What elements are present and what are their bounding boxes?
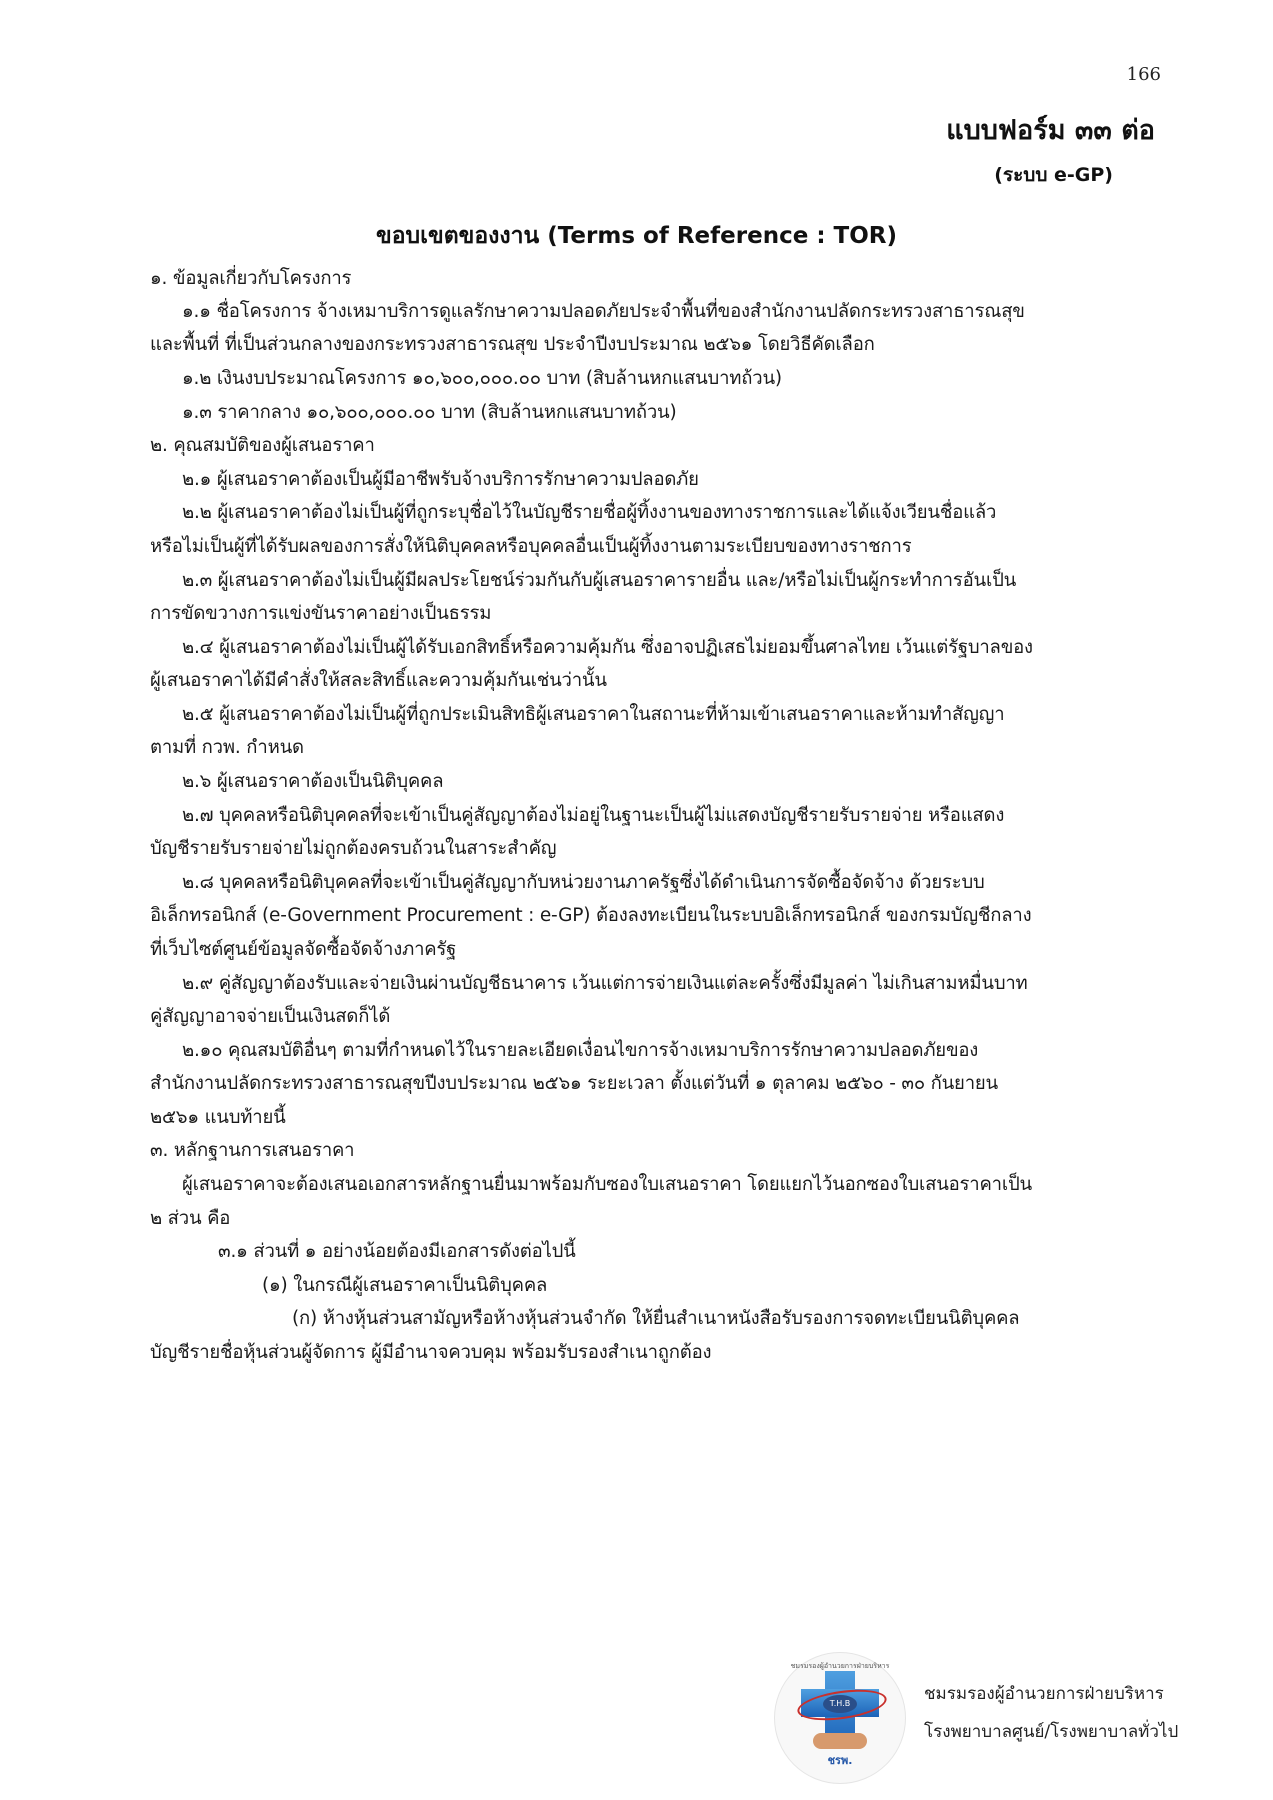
logo-abbreviation: ชรพ.	[827, 1754, 853, 1767]
text-line: ๒๕๖๑ แนบท้ายนี้	[150, 1107, 286, 1128]
text-line: (ก) ห้างหุ้นส่วนสามัญหรือห้างหุ้นส่วนจำกัด ให้ยื่นสำเนาหนังสือรับรองการจดทะเบียนนิติบุคคล	[292, 1308, 1020, 1329]
page-number: 166	[1126, 64, 1161, 85]
organization-name-line-1: ชมรมรองผู้อำนวยการฝ่ายบริหาร	[924, 1684, 1164, 1704]
text-line: ๒.๗ บุคคลหรือนิติบุคคลที่จะเข้าเป็นคู่สัญญาต้องไม่อยู่ในฐานะเป็นผู้ไม่แสดงบัญชีรายรับรายจ่าย หรือแสดง	[182, 805, 1005, 826]
handshake-icon	[813, 1733, 867, 1749]
text-line: ๓. หลักฐานการเสนอราคา	[150, 1140, 355, 1161]
text-line: ๑.๒ เงินงบประมาณโครงการ ๑๐,๖๐๐,๐๐๐.๐๐ บาท (สิบล้านหกแสนบาทถ้วน)	[182, 368, 782, 389]
text-line: ๑.๑ ชื่อโครงการ จ้างเหมาบริการดูแลรักษาความปลอดภัยประจำพื้นที่ของสำนักงานปลัดกระทรวงสาธารณสุข	[182, 301, 1025, 322]
text-line: ๒.๕ ผู้เสนอราคาต้องไม่เป็นผู้ที่ถูกประเมินสิทธิผู้เสนอราคาในสถานะที่ห้ามเข้าเสนอราคาและห้ามทำสัญญา	[182, 704, 1005, 725]
text-line: ๑.๓ ราคากลาง ๑๐,๖๐๐,๐๐๐.๐๐ บาท (สิบล้านหกแสนบาทถ้วน)	[182, 402, 677, 423]
text-line: สำนักงานปลัดกระทรวงสาธารณสุขปีงบประมาณ ๒๕๖๑ ระยะเวลา ตั้งแต่วันที่ ๑ ตุลาคม ๒๕๖๐ - ๓๐ กันยายน	[150, 1073, 998, 1094]
text-line: ๒.๑๐ คุณสมบัติอื่นๆ ตามที่กำหนดไว้ในรายละเอียดเงื่อนไขการจ้างเหมาบริการรักษาความปลอดภัยของ	[182, 1040, 979, 1061]
text-line: อิเล็กทรอนิกส์ (e-Government Procurement : e-GP) ต้องลงทะเบียนในระบบอิเล็กทรอนิกส์ ของกรมบัญชีกลาง	[150, 905, 1032, 926]
text-line: ๒ ส่วน คือ	[150, 1208, 231, 1229]
text-line: บัญชีรายรับรายจ่ายไม่ถูกต้องครบถ้วนในสาระสำคัญ	[150, 838, 557, 859]
logo-ring-text: ชมรมรองผู้อำนวยการฝ่ายบริหาร	[790, 1662, 890, 1670]
text-line: ๒.๙ คู่สัญญาต้องรับและจ่ายเงินผ่านบัญชีธนาคาร เว้นแต่การจ่ายเงินแต่ละครั้งซึ่งมีมูลค่า ไม่เกินสามหมื่นบาท	[182, 973, 1028, 994]
text-line: ๒.๒ ผู้เสนอราคาต้องไม่เป็นผู้ที่ถูกระบุชื่อไว้ในบัญชีรายชื่อผู้ทิ้งงานของทางราชการและได้แจ้งเวียนชื่อแล้ว	[182, 502, 997, 523]
organization-logo-icon	[774, 1652, 906, 1784]
text-line: ๒.๖ ผู้เสนอราคาต้องเป็นนิติบุคคล	[182, 771, 444, 792]
text-line: คู่สัญญาอาจจ่ายเป็นเงินสดก็ได้	[150, 1006, 391, 1027]
text-line: (๑) ในกรณีผู้เสนอราคาเป็นนิติบุคคล	[262, 1275, 548, 1296]
text-line: ๒. คุณสมบัติของผู้เสนอราคา	[150, 435, 375, 456]
text-line: ที่เว็บไซต์ศูนย์ข้อมูลจัดซื้อจัดจ้างภาครัฐ	[150, 939, 457, 960]
text-line: ผู้เสนอราคาจะต้องเสนอเอกสารหลักฐานยื่นมาพร้อมกับซองใบเสนอราคา โดยแยกไว้นอกซองใบเสนอราคาเป็น	[182, 1174, 1032, 1195]
text-line: ผู้เสนอราคาได้มีคำสั่งให้สละสิทธิ์และความคุ้มกันเช่นว่านั้น	[150, 670, 607, 691]
text-line: การขัดขวางการแข่งขันราคาอย่างเป็นธรรม	[150, 603, 492, 624]
text-line: ๑. ข้อมูลเกี่ยวกับโครงการ	[150, 268, 352, 289]
text-line: และพื้นที่ ที่เป็นส่วนกลางของกระทรวงสาธารณสุข ประจำปีงบประมาณ ๒๕๖๑ โดยวิธีคัดเลือก	[150, 334, 875, 355]
document-title: ขอบเขตของงาน (Terms of Reference : TOR)	[375, 223, 897, 249]
logo-center-text: T.H.B	[823, 1695, 857, 1713]
text-line: บัญชีรายชื่อหุ้นส่วนผู้จัดการ ผู้มีอำนาจควบคุม พร้อมรับรองสำเนาถูกต้อง	[150, 1342, 712, 1363]
text-line: หรือไม่เป็นผู้ที่ได้รับผลของการสั่งให้นิติบุคคลหรือบุคคลอื่นเป็นผู้ทิ้งงานตามระเบียบของทางราชการ	[150, 536, 912, 557]
text-line: ๒.๑ ผู้เสนอราคาต้องเป็นผู้มีอาชีพรับจ้างบริการรักษาความปลอดภัย	[182, 469, 699, 490]
text-line: ๒.๓ ผู้เสนอราคาต้องไม่เป็นผู้มีผลประโยชน์ร่วมกันกับผู้เสนอราคารายอื่น และ/หรือไม่เป็นผู้กระทำการอันเป็น	[182, 570, 1017, 591]
form-title: แบบฟอร์ม ๓๓ ต่อ	[946, 115, 1155, 146]
text-line: ตามที่ กวพ. กำหนด	[150, 737, 304, 758]
organization-name-line-2: โรงพยาบาลศูนย์/โรงพยาบาลทั่วไป	[924, 1722, 1179, 1742]
text-line: ๒.๘ บุคคลหรือนิติบุคคลที่จะเข้าเป็นคู่สัญญากับหน่วยงานภาครัฐซึ่งได้ดำเนินการจัดซื้อจัดจ้าง ด้วยระบบ	[182, 872, 985, 893]
text-line: ๒.๔ ผู้เสนอราคาต้องไม่เป็นผู้ได้รับเอกสิทธิ์หรือความคุ้มกัน ซึ่งอาจปฏิเสธไม่ยอมขึ้นศาลไทย เว้นแต่รัฐบาลของ	[182, 637, 1033, 658]
footer	[774, 1652, 1214, 1792]
text-line: ๓.๑ ส่วนที่ ๑ อย่างน้อยต้องมีเอกสารดังต่อไปนี้	[218, 1241, 576, 1262]
form-subtitle: (ระบบ e-GP)	[994, 164, 1113, 186]
